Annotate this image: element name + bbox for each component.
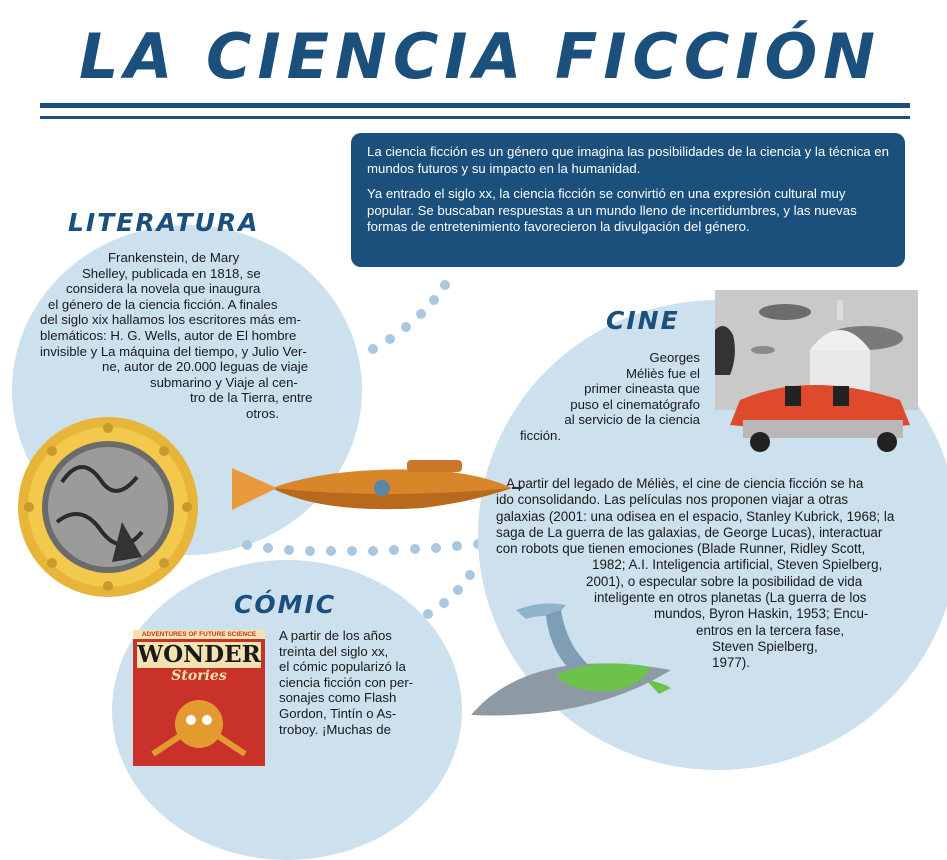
cine-line: con robots que tienen emociones (Blade Runner, Ridley Scott, (496, 541, 866, 557)
cine-line: Steven Spielberg, (712, 638, 818, 654)
comic-cover-subtitle: Stories (171, 668, 227, 684)
comic-line: Gordon, Tintín o As- (279, 705, 397, 721)
comic-cover-title: WONDER (137, 641, 261, 668)
cine-line: Georges (649, 350, 700, 365)
literatura-line: Shelley, publicada en 1818, se (82, 265, 261, 281)
cine-line: puso el cinematógrafo (570, 396, 700, 412)
cine-line: 1977). (712, 655, 750, 671)
literatura-line: del siglo xix hallamos los escritores más em- (40, 312, 301, 328)
comic-line: sonajes como Flash (279, 690, 397, 706)
comic-line: A partir de los años (279, 628, 392, 643)
cine-line: Méliès fue el (625, 365, 700, 381)
literatura-line: Frankenstein, de Mary (108, 250, 240, 265)
literatura-line: blemáticos: H. G. Wells, autor de El hombre (40, 327, 297, 343)
comic-line: troboy. ¡Muchas de (279, 721, 391, 737)
literatura-line: invisible y La máquina del tiempo, y Julio Ver- (40, 343, 307, 359)
cine-heading: CINE (606, 306, 680, 335)
cine-line: primer cineasta que (584, 381, 700, 397)
literatura-line: tro de la Tierra, entre (190, 390, 313, 406)
literatura-line: otros. (246, 405, 279, 421)
cine-line: inteligente en otros planetas (La guerra de los (594, 590, 867, 606)
cine-line: ficción. (520, 427, 562, 443)
literatura-heading: LITERATURA (68, 208, 260, 237)
literatura-line: considera la novela que inaugura (66, 281, 261, 297)
comic-line: treinta del siglo xx, (279, 643, 389, 659)
cine-line: A partir del legado de Méliès, el cine de ciencia ficción se ha (506, 476, 864, 491)
intro-paragraph-2: Ya entrado el siglo xx, la ciencia ficción se convirtió en una expresión cultural muy popular. Se buscaban respuestas a un mundo lleno de incertidumbres, y las nuevas formas de entretenimiento favorecieron la divulgación del género. (367, 186, 857, 234)
cine-line: 1982; A.I. Inteligencia artificial, Steven Spielberg, (592, 557, 883, 573)
comic-cover-banner: ADVENTURES OF FUTURE SCIENCE (133, 630, 265, 639)
cine-line: galaxias (2001: una odisea en el espacio, Stanley Kubrick, 1968; la (496, 508, 895, 524)
cine-line: al servicio de la ciencia (564, 412, 700, 428)
cine-line: mundos, Byron Haskin, 1953; Encu- (654, 606, 869, 622)
literatura-line: submarino y Viaje al cen- (150, 374, 298, 390)
cine-line: ido consolidando. Las películas nos proponen viajar a otras (496, 492, 849, 508)
comic-line: ciencia ficción con per- (279, 674, 414, 690)
literatura-line: ne, autor de 20.000 leguas de viaje (102, 359, 309, 375)
intro-paragraph-1: La ciencia ficción es un género que imagina las posibilidades de la ciencia y la técnica en mundos futuros y su impacto en la humanidad. (367, 144, 889, 176)
comic-text (279, 628, 425, 737)
comic-heading: CÓMIC (234, 590, 337, 619)
cine-line: entros en la tercera fase, (696, 622, 845, 638)
comic-line: el cómic popularizó la (279, 659, 406, 675)
comic-cover-robot-icon (133, 684, 265, 764)
cine-illustration (715, 290, 918, 460)
cine-line: 2001), o especular sobre la posibilidad de vida (586, 573, 863, 589)
submarine-illustration (232, 450, 522, 528)
literatura-line: el género de la ciencia ficción. A finales (48, 296, 278, 312)
cine-text-a (520, 350, 700, 444)
page-title-text: LA CIENCIA FICCIÓN (78, 20, 882, 93)
comic-cover (133, 630, 265, 766)
spaceship-illustration (466, 585, 696, 725)
cine-line: saga de La guerra de las galaxias, de George Lucas), interactuar (496, 524, 883, 540)
